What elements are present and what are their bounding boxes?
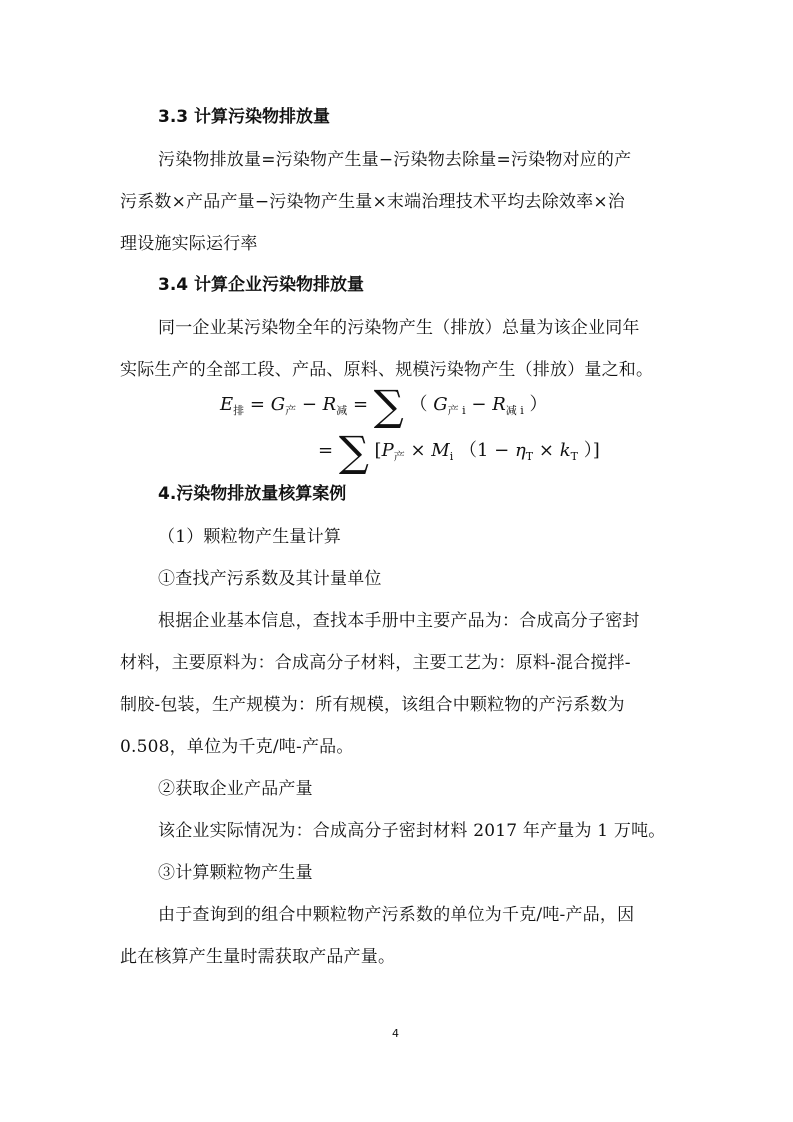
formula-subscript: 产 i (447, 404, 466, 417)
paragraph-line: 由于查询到的组合中颗粒物产污系数的单位为千克/吨-产品，因 (158, 905, 635, 925)
formula-subscript: 产 (285, 404, 297, 417)
paragraph-line: 同一企业某污染物全年的污染物产生（排放）总量为该企业同年 (158, 318, 640, 338)
formula-symbol: R (322, 394, 337, 415)
paragraph-line: 根据企业基本信息，查找本手册中主要产品为：合成高分子密封 (158, 611, 640, 631)
formula-paren: ） (529, 394, 548, 415)
formula-subscript: T (525, 450, 534, 463)
page-number: 4 (392, 1027, 399, 1040)
formula-operator: − (471, 394, 487, 415)
step-title: ①查找产污系数及其计量单位 (158, 569, 382, 589)
formula-subscript: i (449, 450, 454, 463)
formula-operator: × (538, 440, 554, 461)
formula-line-2 (318, 427, 600, 476)
formula-paren: （ (458, 440, 477, 461)
formula-operator: − (494, 440, 510, 461)
formula-operator: = (318, 440, 334, 461)
section-3-4-paragraph (120, 307, 676, 391)
formula-symbol: M (431, 440, 450, 461)
paragraph-line: 理设施实际运行率 (120, 234, 258, 254)
formula-symbol: E (220, 394, 234, 415)
subsection-title: （1）颗粒物产生量计算 (158, 527, 342, 547)
formula-subscript: 排 (233, 404, 245, 417)
formula-number: 1 (476, 440, 489, 461)
section-3-4-heading: 3.4 计算企业污染物排放量 (158, 275, 365, 295)
formula-paren: ） (583, 440, 593, 461)
formula-operator: = (249, 394, 265, 415)
formula-subscript: T (570, 450, 578, 463)
section-4-body (120, 516, 676, 978)
section-3-3-paragraph (120, 139, 676, 265)
formula-symbol: P (381, 440, 394, 461)
formula-operator: − (301, 394, 317, 415)
formula-operator: = (352, 394, 369, 415)
section-3-3-heading: 3.3 计算污染物排放量 (158, 107, 331, 127)
paragraph-line: 该企业实际情况为：合成高分子密封材料 2017 年产量为 1 万吨。 (158, 821, 666, 841)
step-title: ②获取企业产品产量 (158, 779, 313, 799)
formula-line-1 (220, 381, 548, 430)
paragraph-line: 污染物排放量=污染物产生量−污染物去除量=污染物对应的产 (158, 150, 632, 170)
formula-symbol: G (270, 394, 286, 415)
formula-symbol: η (514, 440, 526, 461)
formula-subscript: 产 (393, 450, 405, 463)
step-title: ③计算颗粒物产生量 (158, 863, 313, 883)
formula-bracket: [ (374, 440, 382, 461)
paragraph-line: 0.508，单位为千克/吨-产品。 (120, 737, 354, 757)
formula-symbol: G (433, 394, 448, 415)
formula-subscript: 减 (336, 404, 348, 417)
paragraph-line: 此在核算产生量时需获取产品产量。 (120, 947, 396, 967)
formula-subscript: 减 i (505, 404, 524, 417)
paragraph-line: 制胶-包装，生产规模为：所有规模，该组合中颗粒物的产污系数为 (120, 695, 625, 715)
formula-operator: × (410, 440, 426, 461)
section-4-heading: 4.污染物排放量核算案例 (158, 484, 347, 504)
formula-symbol: R (492, 394, 506, 415)
formula-symbol: k (559, 440, 571, 461)
summation-symbol: ∑ (373, 381, 404, 430)
paragraph-line: 实际生产的全部工段、产品、原料、规模污染物产生（排放）量之和。 (120, 360, 654, 380)
paragraph-line: 材料，主要原料为：合成高分子材料，主要工艺为：原料-混合搅拌- (120, 653, 631, 673)
formula-paren: （ (409, 394, 428, 415)
summation-symbol: ∑ (338, 427, 369, 476)
paragraph-line: 污系数×产品产量−污染物产生量×末端治理技术平均去除效率×治 (120, 192, 625, 212)
formula-bracket: ] (592, 440, 600, 461)
